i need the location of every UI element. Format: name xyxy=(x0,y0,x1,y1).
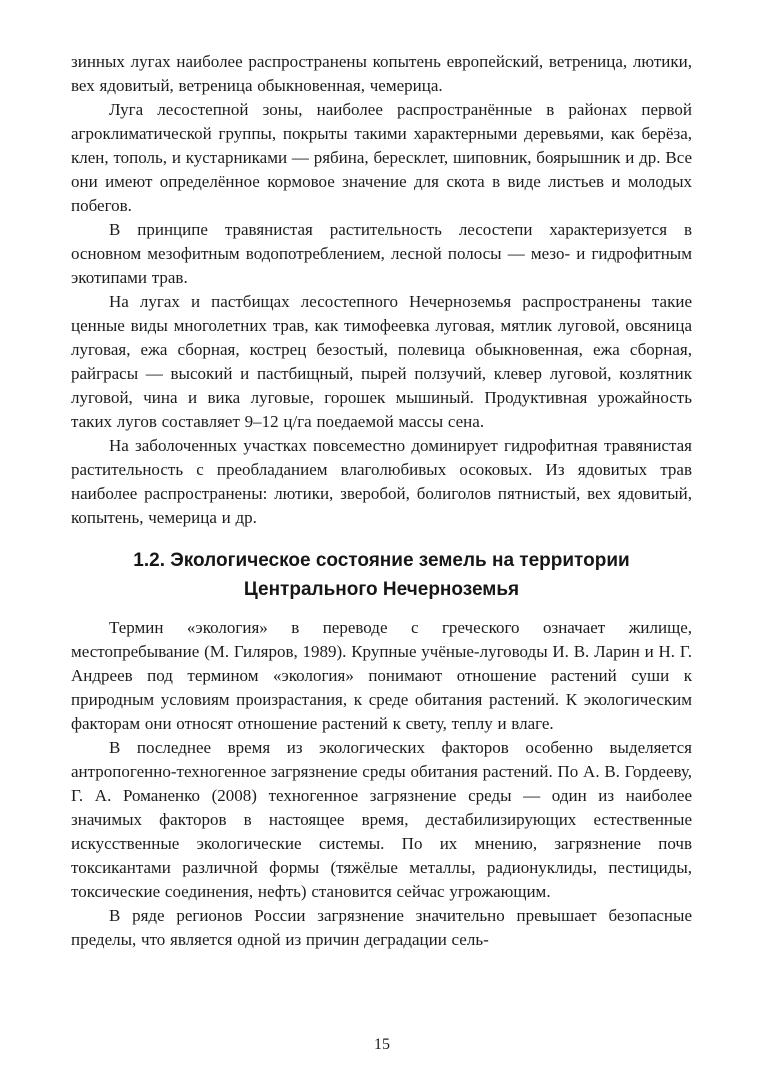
paragraph: В принципе травянистая растительность лесостепи характеризуется в основном мезофитным водопотреблением, лесной полосы — мезо- и гидрофитным экотипами трав. xyxy=(71,220,692,287)
paragraph: В ряде регионов России загрязнение значительно превышает безопасные пределы, что является одной из причин деградации сель- xyxy=(71,906,692,949)
page-number: 15 xyxy=(374,1036,390,1053)
paragraph: На заболоченных участках повсеместно доминирует гидрофитная травянистая растительность с преобладанием влаголюбивых осоковых. Из ядовитых трав наиболее распространены: лютики, зверобой, болиголов пятнистый, вех ядовитый, копытень, чемерица и др. xyxy=(71,436,692,527)
paragraph: В последнее время из экологических факторов особенно выделяется антропогенно-техногенное загрязнение среды обитания растений. По А. В. Гордееву, Г. А. Романенко (2008) техногенное загрязнение среды — один из наиболее значимых факторов в настоящее время, дестабилизирующих естественные искусственные экологические системы. По их мнению, загрязнение почв токсикантами различной формы (тяжёлые металлы, радионуклиды, пестициды, токсические соединения, нефть) становится сейчас угрожающим. xyxy=(71,738,692,901)
paragraph: Луга лесостепной зоны, наиболее распространённые в районах первой агроклиматической группы, покрыты такими характерными деревьями, как берёза, клен, тополь, и кустарниками — рябина, бересклет, шиповник, боярышник и др. Все они имеют определённое кормовое значение для скота в виде листьев и молодых побегов. xyxy=(71,100,692,215)
paragraph: Термин «экология» в переводе с греческого означает жилище, местопребывание (М. Гиляров, 1989). Крупные учёные-луговоды И. В. Ларин и Н. Г. Андреев под термином «экология» понимают отношение растений суши к природным условиям произрастания, к среде обитания растений. К экологическим факторам они относят отношение растений к свету, теплу и влаге. xyxy=(71,618,692,733)
paragraph: На лугах и пастбищах лесостепного Нечерноземья распространены такие ценные виды многолетних трав, как тимофеевка луговая, мятлик луговой, овсяница луговая, ежа сборная, кострец безостый, полевица обыкновенная, ежа сборная, райграсы — высокий и пастбищный, пырей ползучий, клевер луговой, козлятник луговой, чина и вика луговые, горошек мышиный. Продуктивная урожайность таких лугов составляет 9–12 ц/га поедаемой массы сена. xyxy=(71,292,692,431)
section-heading: 1.2. Экологическое состояние земель на территории Центрального Нечерноземья xyxy=(133,550,630,600)
paragraph: зинных лугах наиболее распространены копытень европейский, ветреница, лютики, вех ядовитый, ветреница обыкновенная, чемерица. xyxy=(71,52,692,95)
